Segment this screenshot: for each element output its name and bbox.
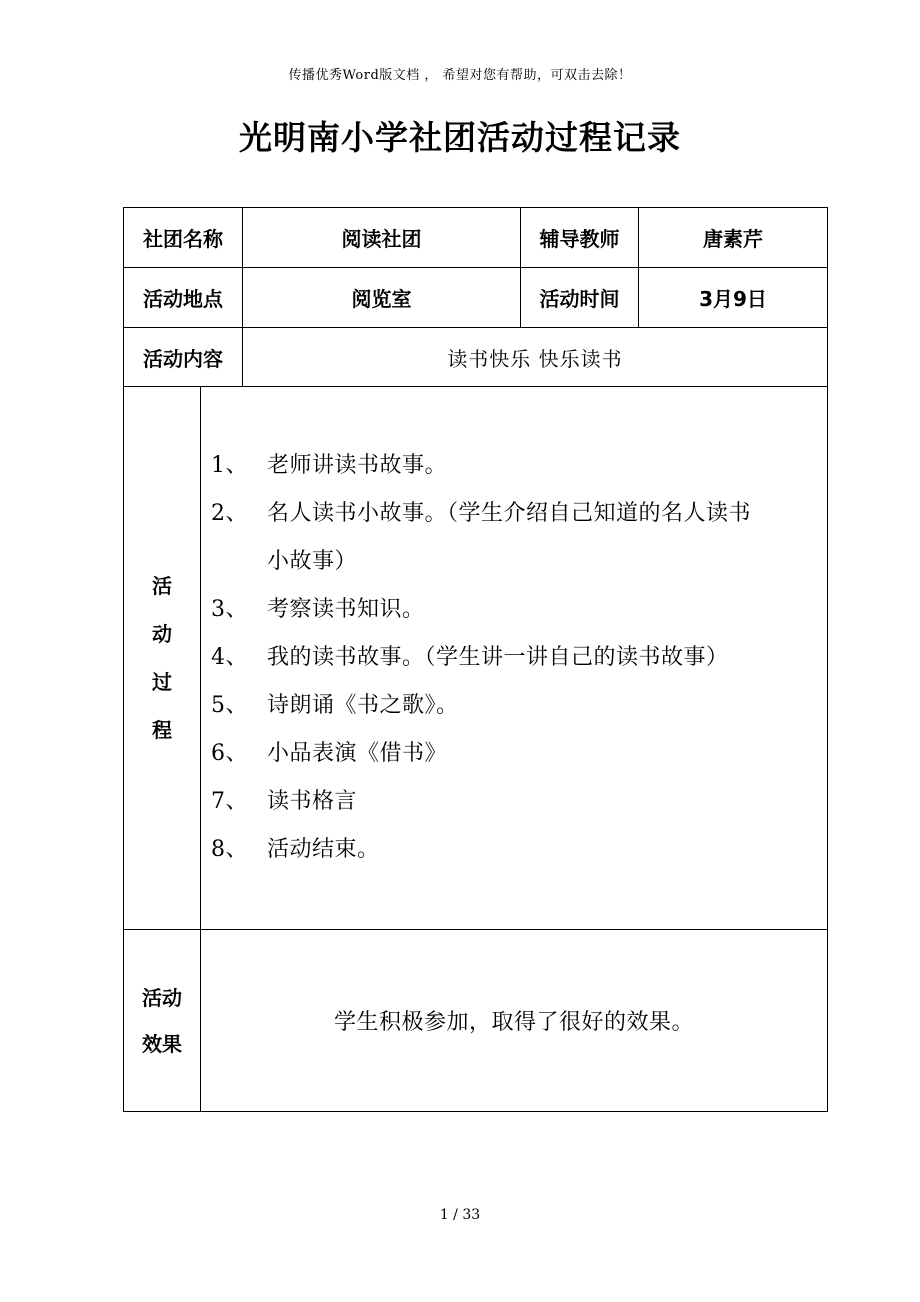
process-steps-cell	[201, 387, 828, 930]
header-note: 传播优秀Word版文档 ， 希望对您有帮助，可双击去除！	[288, 68, 632, 83]
process-steps-list	[201, 442, 827, 874]
page-number: 1 / 33	[439, 1207, 481, 1223]
process-label-char: 程	[152, 718, 172, 742]
step-item	[211, 442, 827, 490]
step-text: 诗朗诵《书之歌》。	[267, 693, 459, 718]
step-text: 小故事）	[267, 549, 358, 574]
process-label	[124, 387, 201, 930]
teacher-value: 唐素芹	[639, 208, 828, 268]
step-item	[211, 634, 827, 682]
time-label: 活动时间	[521, 268, 639, 328]
step-number: 1、	[211, 453, 248, 478]
step-number: 5、	[211, 693, 248, 718]
club-name-value: 阅读社团	[243, 208, 521, 268]
effect-label-line: 活动	[142, 985, 182, 1010]
location-value: 阅览室	[243, 268, 521, 328]
process-label-char: 过	[152, 670, 172, 694]
step-item	[211, 490, 827, 538]
step-item	[211, 730, 827, 778]
process-label-char: 动	[152, 622, 172, 646]
step-number	[211, 538, 267, 586]
location-label: 活动地点	[124, 268, 243, 328]
step-item	[211, 538, 827, 586]
activity-record-table	[123, 207, 828, 1112]
content-row	[124, 328, 828, 387]
step-number: 6、	[211, 741, 248, 766]
step-text: 名人读书小故事。（学生介绍自己知道的名人读书	[267, 501, 752, 526]
club-name-label: 社团名称	[124, 208, 243, 268]
step-text: 读书格言	[267, 789, 358, 814]
effect-value: 学生积极参加，取得了很好的效果。	[201, 930, 828, 1112]
club-row	[124, 208, 828, 268]
effect-label	[124, 930, 201, 1112]
step-item	[211, 778, 827, 826]
step-text: 我的读书故事。（学生讲一讲自己的读书故事）	[267, 645, 729, 670]
effect-row	[124, 930, 828, 1112]
process-row	[124, 387, 828, 930]
step-text: 小品表演《借书》	[267, 741, 448, 766]
effect-label-line: 效果	[142, 1031, 182, 1056]
content-value: 读书快乐 快乐读书	[243, 328, 828, 387]
location-row	[124, 268, 828, 328]
step-item	[211, 826, 827, 874]
step-number: 2、	[211, 501, 248, 526]
process-label-char: 活	[152, 574, 172, 598]
step-text: 活动结束。	[267, 837, 380, 862]
teacher-label: 辅导教师	[521, 208, 639, 268]
step-number: 7、	[211, 789, 248, 814]
step-item	[211, 682, 827, 730]
step-number: 3、	[211, 597, 248, 622]
step-number: 8、	[211, 837, 248, 862]
page-title: 光明南小学社团活动过程记录	[239, 118, 681, 157]
step-text: 考察读书知识。	[267, 597, 425, 622]
step-number: 4、	[211, 645, 248, 670]
step-item	[211, 586, 827, 634]
step-text: 老师讲读书故事。	[267, 453, 448, 478]
time-value: 3月9日	[639, 268, 828, 328]
content-label: 活动内容	[124, 328, 243, 387]
